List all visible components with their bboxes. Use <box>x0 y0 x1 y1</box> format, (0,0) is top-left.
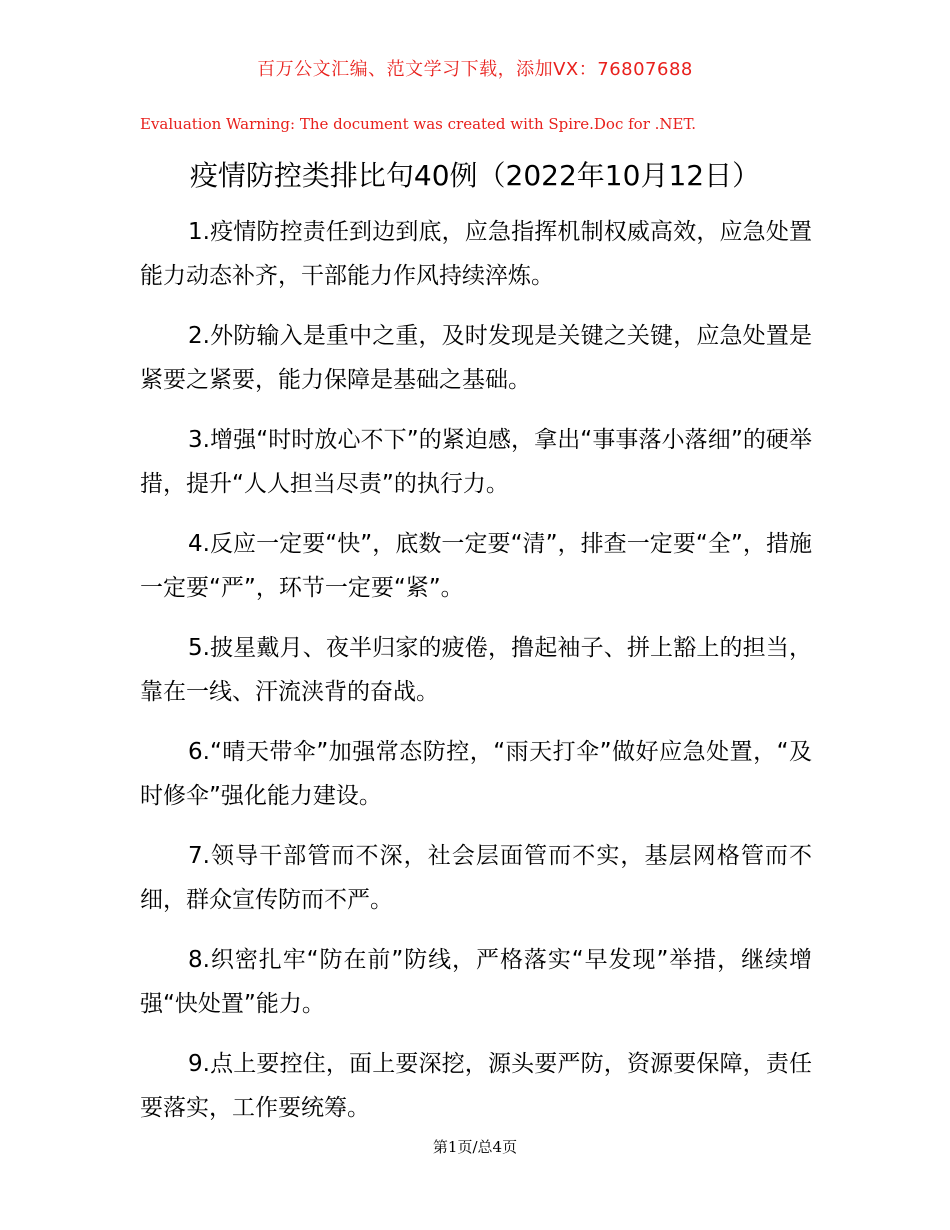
evaluation-warning: Evaluation Warning: The document was created with Spire.Doc for .NET. <box>140 115 697 133</box>
paragraph: 9.点上要控住，面上要深挖，源头要严防，资源要保障，责任要落实，工作要统筹。 <box>140 1051 812 1121</box>
paragraph: 7.领导干部管而不深，社会层面管而不实，基层网格管而不细，群众宣传防而不严。 <box>140 843 812 913</box>
paragraph: 6.“晴天带伞”加强常态防控，“雨天打伞”做好应急处置，“及时修伞”强化能力建设。 <box>140 739 812 809</box>
paragraph: 3.增强“时时放心不下”的紧迫感，拿出“事事落小落细”的硬举措，提升“人人担当尽责”的执行力。 <box>140 427 812 497</box>
paragraph: 5.披星戴月、夜半归家的疲倦，撸起袖子、拼上豁上的担当，靠在一线、汗流浃背的奋战。 <box>140 635 812 705</box>
paragraph: 8.织密扎牢“防在前”防线，严格落实“早发现”举措，继续增强“快处置”能力。 <box>140 947 812 1017</box>
paragraph: 1.疫情防控责任到边到底，应急指挥机制权威高效，应急处置能力动态补齐，干部能力作风持续淬炼。 <box>140 219 812 289</box>
document-body <box>140 210 812 1146</box>
paragraph: 2.外防输入是重中之重，及时发现是关键之关键，应急处置是紧要之紧要，能力保障是基础之基础。 <box>140 323 812 393</box>
promo-banner: 百万公文汇编、范文学习下载，添加VX：76807688 <box>257 59 693 80</box>
document-title: 疫情防控类排比句40例（2022年10月12日） <box>189 159 761 192</box>
page-number-footer: 第1页/总4页 <box>432 1138 518 1156</box>
paragraph: 4.反应一定要“快”，底数一定要“清”，排查一定要“全”，措施一定要“严”，环节一定要“紧”。 <box>140 531 812 601</box>
